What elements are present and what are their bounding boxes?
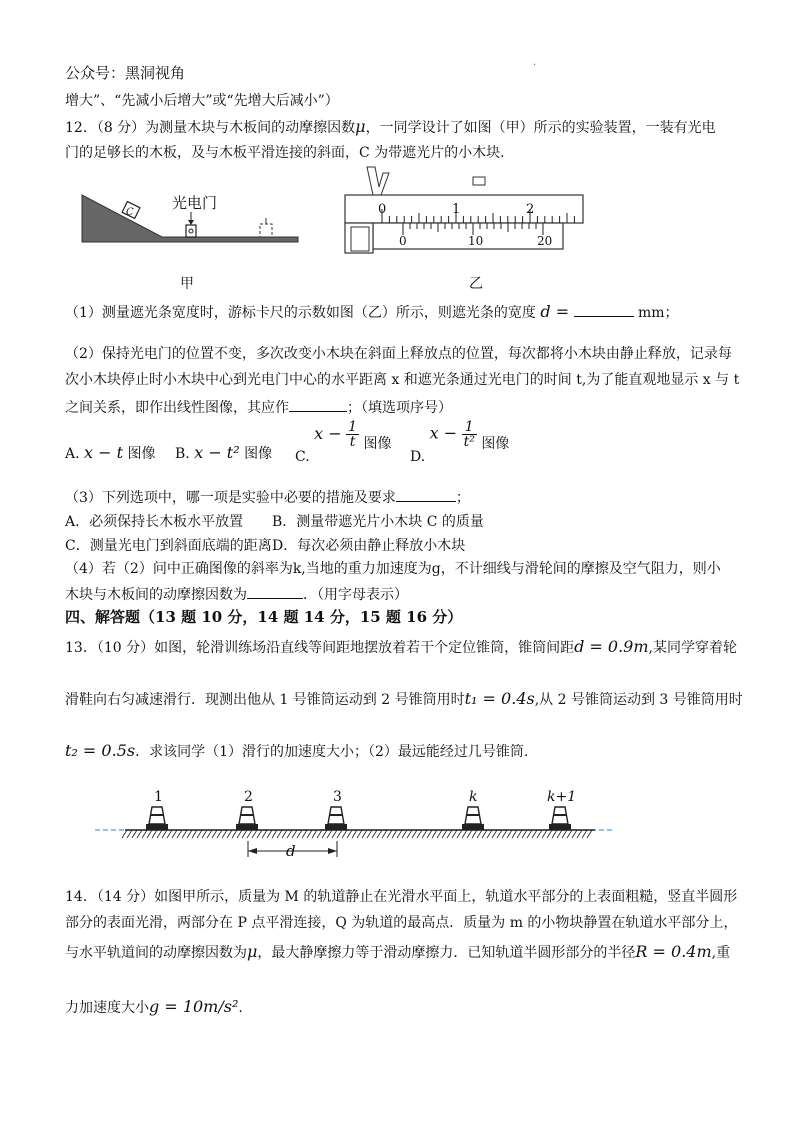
ground-hatch [352, 830, 357, 838]
block-final-position [260, 224, 272, 237]
cone-label-2: 2 [244, 789, 253, 805]
ground-hatch [167, 830, 172, 838]
ground-hatch [127, 830, 132, 838]
q12-part2-line2: 次小木块停止时小木块中心到光电门中心的水平距离 x 和遮光条通过光电门的时间 t,为了能直观地显示 x 与 t [65, 372, 740, 388]
ground-hatch [427, 830, 432, 838]
previous-question-tail: 增大”、“先减小后增大”或“先增大后减小”） [65, 93, 339, 109]
ground-hatch [502, 830, 507, 838]
ground-hatch [362, 830, 367, 838]
traffic-cone-icon [549, 807, 571, 830]
option-b: B. x − t² 图像 [175, 443, 273, 462]
answer-blank-graph[interactable] [289, 397, 347, 412]
ground-hatch [187, 830, 192, 838]
q12-part3-choice-a: A．必须保持长木板水平放置 [65, 514, 244, 530]
ground-hatch [577, 830, 582, 838]
ground-hatch [507, 830, 512, 838]
q12-line1: 12．（8 分）为测量木块与木板间的动摩擦因数μ，一同学设计了如图（甲）所示的实验装置，一装有光电 [65, 117, 716, 136]
ground-hatch [452, 830, 457, 838]
figure-yi-caption: 乙 [469, 276, 483, 292]
ground-hatch [372, 830, 377, 838]
ground-hatch [472, 830, 477, 838]
traffic-cone-icon [462, 807, 484, 830]
q14-line4: 力加速度大小g = 10m/s². [65, 997, 243, 1016]
main-scale-2: 2 [526, 202, 535, 217]
q12-part3-choice-c: C．测量光电门到斜面底端的距离 [65, 538, 272, 554]
ground-hatch [482, 830, 487, 838]
ground-hatch [197, 830, 202, 838]
photogate [186, 225, 196, 237]
ground-hatch [177, 830, 182, 838]
ground-hatch [282, 830, 287, 838]
vernier-scale-0: 0 [399, 234, 407, 248]
ground-hatch [512, 830, 517, 838]
ground-hatch [272, 830, 277, 838]
ground-hatch [477, 830, 482, 838]
ground-hatch [232, 830, 237, 838]
ground-hatch [587, 830, 592, 838]
ground-hatch [312, 830, 317, 838]
ground-hatch [222, 830, 227, 838]
ground-hatch [347, 830, 352, 838]
ground-hatch [392, 830, 397, 838]
ground-hatch [227, 830, 232, 838]
ground-hatch [182, 830, 187, 838]
ground-hatch [572, 830, 577, 838]
ground-hatch [337, 830, 342, 838]
ground-hatch [307, 830, 312, 838]
ground-hatch [382, 830, 387, 838]
dot-mark: · [533, 60, 537, 71]
ground-hatch [302, 830, 307, 838]
q12-line2: 门的足够长的木板，及与木板平滑连接的斜面，C 为带遮光片的小木块. [65, 145, 505, 161]
ground-hatch [172, 830, 177, 838]
ground-hatch [522, 830, 527, 838]
ground-hatch [547, 830, 552, 838]
ground-hatch [462, 830, 467, 838]
ground-hatch [137, 830, 142, 838]
ground-hatch [537, 830, 542, 838]
ground-hatch [322, 830, 327, 838]
q12-part2-line1: （2）保持光电门的位置不变，多次改变小木块在斜面上释放点的位置，每次都将小木块由静止释放，记录每 [65, 346, 732, 362]
ground-hatch [162, 830, 167, 838]
ground-hatch [207, 830, 212, 838]
traffic-cone-icon [236, 807, 258, 830]
ground-hatch [292, 830, 297, 838]
ground-hatch [297, 830, 302, 838]
q12-part4-line1: （4）若（2）问中正确图像的斜率为k,当地的重力加速度为g，不计细线与滑轮间的摩擦及空气阻力，则小 [65, 561, 721, 577]
ground-hatch [542, 830, 547, 838]
ground-hatch [262, 830, 267, 838]
cone-label-k1: k+1 [547, 789, 577, 805]
ground-hatch [247, 830, 252, 838]
ground-hatch [132, 830, 137, 838]
ground-hatch [557, 830, 562, 838]
figure-cones [95, 783, 625, 863]
ground-hatch [122, 830, 127, 838]
q14-line3: 与水平轨道间的动摩擦因数为μ，最大静摩擦力等于滑动摩擦力．已知轨道半圆形部分的半径R = 0.4m,重 [65, 942, 731, 961]
watermark: 公众号：黑洞视角 [65, 64, 186, 82]
ground-hatch [562, 830, 567, 838]
ground-hatch [317, 830, 322, 838]
ground-hatch [157, 830, 162, 838]
ground-hatch [397, 830, 402, 838]
ground-hatch [582, 830, 587, 838]
ground-hatch [497, 830, 502, 838]
traffic-cone-icon [146, 807, 168, 830]
ground-hatch [432, 830, 437, 838]
answer-blank-measure[interactable] [396, 487, 456, 502]
ground-hatch [407, 830, 412, 838]
q12-part3: （3）下列选项中，哪一项是实验中必要的措施及要求 ； [65, 487, 470, 507]
dimension-label: d [286, 842, 296, 860]
q12-part2-line3: 之间关系，即作出线性图像，其应作 ；（填选项序号） [65, 397, 452, 417]
q13-line1: 13．（10 分）如图，轮滑训练场沿直线等间距地摆放着若干个定位锥筒，锥筒间距d = 0.9m,某同学穿着轮 [65, 637, 737, 656]
q12-part3-choice-b: B．测量带遮光片小木块 C 的质量 [272, 514, 484, 530]
figure-yi-caliper [345, 165, 585, 260]
ground-hatch [377, 830, 382, 838]
ground-hatch [267, 830, 272, 838]
ground-hatch [492, 830, 497, 838]
photogate-label: 光电门 [172, 194, 218, 212]
ground-hatch [252, 830, 257, 838]
ground-hatch [417, 830, 422, 838]
cone-label-k: k [469, 789, 478, 805]
vernier-scale-10: 10 [468, 234, 484, 248]
option-d: D. x − $\frac{1}{\text{t²}}$ 图像 [410, 419, 510, 465]
ground-hatch [442, 830, 447, 838]
answer-blank-mu[interactable] [247, 584, 303, 599]
ground-hatch [467, 830, 472, 838]
ground-hatch [342, 830, 347, 838]
ground-hatch [517, 830, 522, 838]
ground-hatch [202, 830, 207, 838]
section-heading: 四、解答题（13 题 10 分，14 题 14 分，15 题 16 分） [65, 608, 463, 626]
answer-blank-width[interactable] [574, 302, 634, 317]
ground-hatch [532, 830, 537, 838]
ground-hatch [142, 830, 147, 838]
ground-hatch [387, 830, 392, 838]
ground-hatch [487, 830, 492, 838]
ground-hatch [257, 830, 262, 838]
main-scale-1: 1 [452, 202, 461, 217]
cone-label-1: 1 [154, 789, 163, 805]
ground-hatch [212, 830, 217, 838]
q14-line1: 14．（14 分）如图甲所示，质量为 M 的轨道静止在光滑水平面上，轨道水平部分的上表面粗糙，竖直半圆形 [65, 889, 738, 905]
ground-hatch [152, 830, 157, 838]
ground-hatch [192, 830, 197, 838]
q13-line3: t₂ = 0.5s．求该同学（1）滑行的加速度大小；（2）最远能经过几号锥筒. [65, 741, 529, 760]
q12-part1: （1）测量遮光条宽度时，游标卡尺的示数如图（乙）所示，则遮光条的宽度 d = mm； [65, 302, 679, 321]
ground-hatch [552, 830, 557, 838]
ground-hatch [367, 830, 372, 838]
ground-hatch [287, 830, 292, 838]
traffic-cone-icon [325, 807, 347, 830]
q12-part4-line2: 木块与木板间的动摩擦因数为 ．（用字母表示） [65, 584, 408, 604]
ground-hatch [567, 830, 572, 838]
cone-label-3: 3 [333, 789, 342, 805]
figure-jia-caption: 甲 [180, 276, 194, 292]
ground-hatch [457, 830, 462, 838]
q14-line2: 部分的表面光滑，两部分在 P 点平滑连接，Q 为轨道的最高点．质量为 m 的小物块静置在轨道水平部分上， [65, 915, 738, 931]
ground-hatch [147, 830, 152, 838]
q13-line2: 滑鞋向右匀减速滑行．现测出他从 1 号锥筒运动到 2 号锥筒用时t₁ = 0.4s,从 2 号锥筒运动到 3 号锥筒用时 [65, 689, 743, 708]
ground-hatch [332, 830, 337, 838]
ground-hatch [237, 830, 242, 838]
ground-hatch [437, 830, 442, 838]
vernier-scale-20: 20 [537, 234, 553, 248]
option-a: A. x − t 图像 [65, 443, 156, 462]
ground-hatch [422, 830, 427, 838]
ground-hatch [277, 830, 282, 838]
block-c-label: C [126, 207, 134, 218]
ground-hatch [242, 830, 247, 838]
figure-jia [82, 190, 312, 260]
ground-hatch [217, 830, 222, 838]
ground-hatch [527, 830, 532, 838]
ground-hatch [357, 830, 362, 838]
ground-hatch [412, 830, 417, 838]
option-c: C. x − $\frac{1}{t}$ 图像 [295, 419, 392, 465]
ground-hatch [327, 830, 332, 838]
q12-part3-choice-d: D．每次必须由静止释放小木块 [272, 538, 466, 554]
ground-hatch [447, 830, 452, 838]
ground-hatch [402, 830, 407, 838]
main-scale-0: 0 [378, 202, 387, 217]
